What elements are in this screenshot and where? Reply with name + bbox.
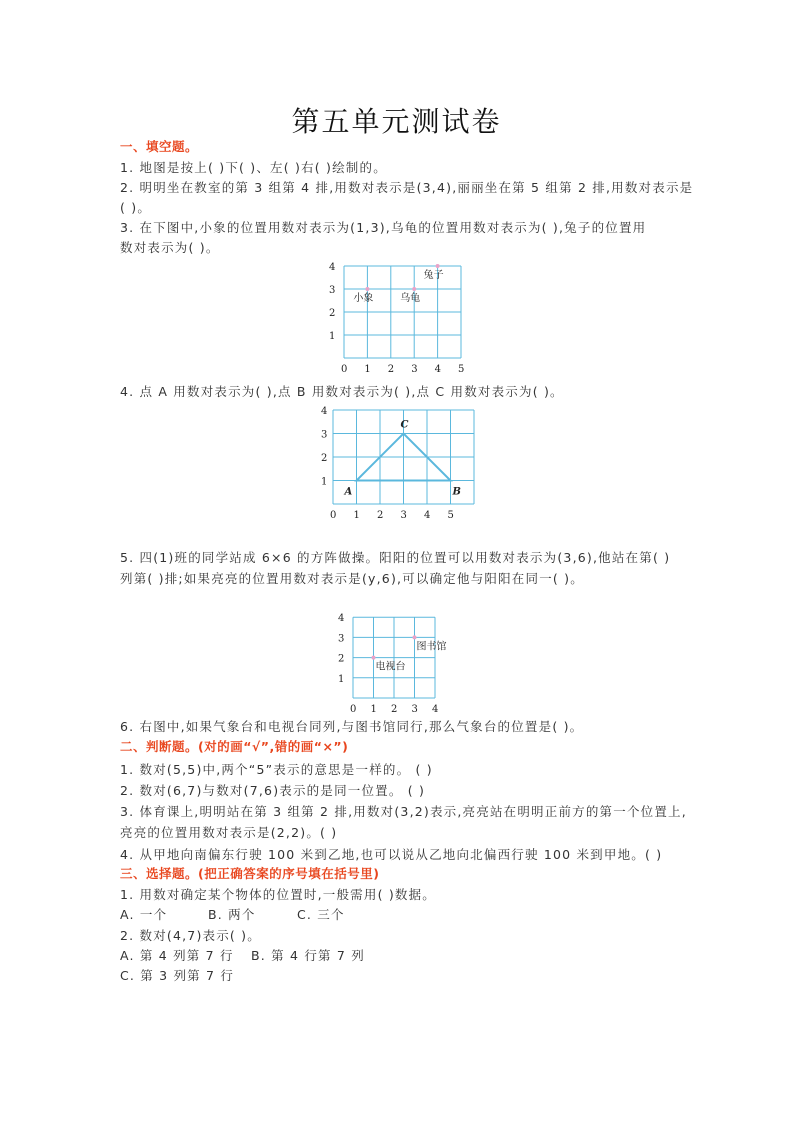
x-tick-label: 0 [330,510,337,521]
y-tick-label: 4 [338,613,345,625]
x-tick-label: 0 [341,364,348,375]
point-marker [372,656,376,660]
question-1-2: 2. 明明坐在教室的第 3 组第 4 排,用数对表示是(3,4),丽丽坐在第 5 组第 2 排,用数对表示是 [120,180,694,195]
y-tick-label: 3 [329,285,336,296]
question-1-5-cont: 列第( )排;如果亮亮的位置用数对表示是(y,6),可以确定他与阳阳在同一( )。 [120,571,584,586]
question-1-1: 1. 地图是按上( )下( )、左( )右( )绘制的。 [120,160,387,175]
x-tick-label: 4 [432,704,439,715]
question-1-3-cont: 数对表示为( )。 [120,240,220,255]
y-tick-label: 1 [329,331,336,342]
option-c: C. 第 3 列第 7 行 [120,968,235,983]
point-label: 电视台 [375,661,406,673]
x-tick-label: 1 [353,510,360,521]
question-3-2: 2. 数对(4,7)表示( )。 [120,928,261,943]
x-tick-label: 2 [391,704,398,715]
question-3-1: 1. 用数对确定某个物体的位置时,一般需用( )数据。 [120,887,437,902]
x-tick-label: 4 [424,510,431,521]
x-tick-label: 0 [350,704,357,715]
point-label: 小象 [353,293,374,304]
section-heading-fill-in: 一、填空题。 [120,139,199,154]
x-tick-label: 3 [411,704,418,715]
question-1-5: 5. 四(1)班的同学站成 6×6 的方阵做操。阳阳的位置可以用数对表示为(3,6),他站在第( ) [120,550,671,565]
x-tick-label: 3 [411,364,418,375]
section-heading-choice: 三、选择题。(把正确答案的序号填在括号里) [120,866,380,881]
y-tick-label: 1 [338,673,345,685]
option-a: A. 一个 [120,907,168,922]
point-marker [412,287,416,291]
y-tick-label: 4 [321,406,328,417]
question-2-2: 2. 数对(6,7)与数对(7,6)表示的是同一位置。 ( ) [120,783,426,798]
option-b: B. 两个 [208,907,256,922]
x-tick-label: 1 [364,364,371,375]
point-label: 乌龟 [400,293,421,304]
y-tick-label: 3 [338,633,345,645]
point-label-c: C [400,419,409,431]
option-a: A. 第 4 列第 7 行 [120,948,234,963]
point-marker [365,287,369,291]
section-heading-true-false: 二、判断题。(对的画“√”,错的画“×”) [120,739,349,754]
question-1-3: 3. 在下图中,小象的位置用数对表示为(1,3),乌龟的位置用数对表示为( ),兔子的位置用 [120,220,647,235]
x-tick-label: 5 [447,510,454,521]
point-marker [413,635,417,639]
y-tick-label: 3 [321,429,328,441]
option-c: C. 三个 [297,907,345,922]
page-title: 第五单元测试卷 [291,105,502,138]
question-2-3: 3. 体育课上,明明站在第 3 组第 2 排,用数对(3,2)表示,亮亮站在明明正前方的第一个位置上, [120,804,687,819]
x-tick-label: 2 [377,510,384,521]
y-tick-label: 2 [338,653,345,665]
question-1-6: 6. 右图中,如果气象台和电视台同列,与图书馆同行,那么气象台的位置是( )。 [120,719,584,734]
x-tick-label: 5 [458,364,465,375]
y-tick-label: 2 [329,308,336,319]
question-2-4: 4. 从甲地向南偏东行驶 100 米到乙地,也可以说从乙地向北偏西行驶 100 米到甲地。( ) [120,847,663,862]
x-tick-label: 2 [387,364,395,375]
x-tick-label: 4 [434,364,441,375]
question-2-3-cont: 亮亮的位置用数对表示是(2,2)。( ) [120,825,338,840]
x-tick-label: 3 [400,510,407,521]
point-label: 图书馆 [416,641,447,653]
point-label-b: B [452,486,461,498]
question-1-2-cont: ( )。 [120,200,152,215]
y-tick-label: 2 [321,453,328,464]
point-label-a: A [344,486,353,498]
point-label: 兔子 [423,270,444,281]
question-1-4: 4. 点 A 用数对表示为( ),点 B 用数对表示为( ),点 C 用数对表示为( )。 [120,384,564,399]
y-tick-label: 4 [329,262,336,273]
question-2-1: 1. 数对(5,5)中,两个“5”表示的意思是一样的。 ( ) [120,762,433,777]
y-tick-label: 1 [321,476,328,488]
point-marker [436,264,440,268]
option-b: B. 第 4 行第 7 列 [251,948,365,963]
x-tick-label: 1 [370,704,377,715]
